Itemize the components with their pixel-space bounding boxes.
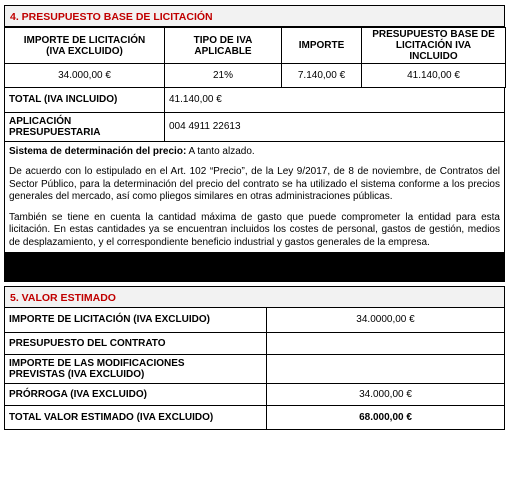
valor-value: 34.0000,00 € [267, 308, 505, 332]
valor-label: PRESUPUESTO DEL CONTRATO [5, 332, 267, 354]
paragraph-1: De acuerdo con lo estipulado en el Art. 102 “Precio”, de la Ley 9/2017, de 8 de noviembre, de Contratos del Sector Público, para la determinación del precio del contrato se ha utilizado el sistema conforme a los precios generales del mercado, así como pliegos similares en otras administraciones públicas. [9, 166, 500, 202]
aplicacion-row [5, 112, 505, 141]
aplicacion-label: APLICACIÓN PRESUPUESTARIA [5, 112, 165, 141]
header-presupuesto-base: PRESUPUESTO BASE DE LICITACIÓN IVA INCLUIDO [362, 28, 506, 64]
valor-label: IMPORTE DE LAS MODIFICACIONES PREVISTAS (IVA EXCLUIDO) [5, 354, 267, 383]
valor-label: PRÓRROGA (IVA EXCLUIDO) [5, 383, 267, 405]
value-importe-licitacion: 34.000,00 € [5, 64, 165, 88]
aplicacion-value: 004 4911 22613 [165, 112, 505, 141]
section-4-title: 4. PRESUPUESTO BASE DE LICITACIÓN [4, 5, 505, 27]
budget-values-row [5, 64, 506, 88]
valor-row [5, 308, 505, 332]
valor-row [5, 354, 505, 383]
budget-table [4, 27, 506, 88]
section-5-title: 5. VALOR ESTIMADO [4, 286, 505, 308]
valor-row [5, 383, 505, 405]
value-importe: 7.140,00 € [282, 64, 362, 88]
sistema-line [9, 146, 500, 159]
valor-label: TOTAL VALOR ESTIMADO (IVA EXCLUIDO) [5, 405, 267, 429]
valor-estimado-table [4, 308, 505, 430]
valor-label: IMPORTE DE LICITACIÓN (IVA EXCLUIDO) [5, 308, 267, 332]
value-tipo-iva: 21% [165, 64, 282, 88]
price-description [4, 142, 505, 254]
header-importe-licitacion: IMPORTE DE LICITACIÓN (IVA EXCLUIDO) [5, 28, 165, 64]
valor-value [267, 354, 505, 383]
valor-row [5, 405, 505, 429]
header-importe: IMPORTE [282, 28, 362, 64]
document [4, 5, 505, 430]
value-presupuesto-base: 41.140,00 € [362, 64, 506, 88]
valor-row [5, 332, 505, 354]
total-value: 41.140,00 € [165, 88, 505, 112]
total-label: TOTAL (IVA INCLUIDO) [5, 88, 165, 112]
sistema-label: Sistema de determinación del precio: [9, 145, 187, 157]
total-row [5, 88, 505, 112]
valor-value: 34.000,00 € [267, 383, 505, 405]
paragraph-2: También se tiene en cuenta la cantidad máxima de gasto que puede comprometer la entidad para esta licitación. En estas cantidades ya se encuentran incluidos los costes de personal, gastos de gestión, medios de desplazamiento, y el correspondiente beneficio industrial y gastos generales de la empresa. [9, 211, 500, 248]
budget-header-row [5, 28, 506, 64]
total-table [4, 88, 505, 142]
header-tipo-iva: TIPO DE IVA APLICABLE [165, 28, 282, 64]
valor-value: 68.000,00 € [267, 405, 505, 429]
valor-value [267, 332, 505, 354]
sistema-value: A tanto alzado. [186, 145, 255, 157]
black-separator [4, 253, 505, 282]
